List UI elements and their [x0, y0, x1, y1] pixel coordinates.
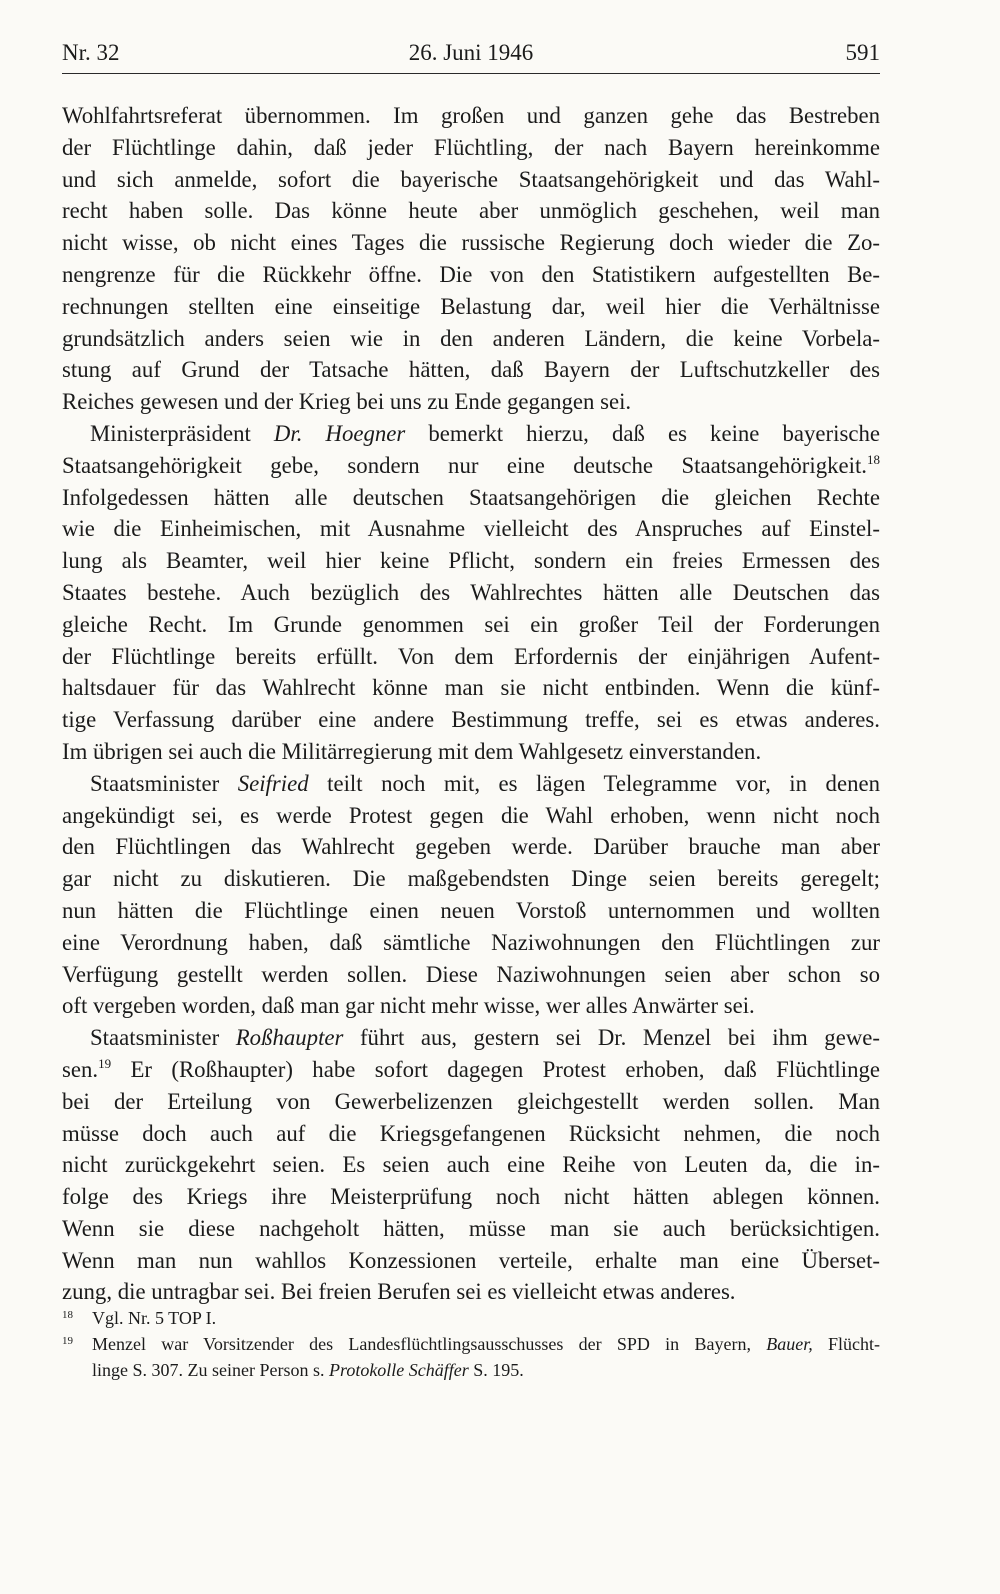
text-line: angekündigt sei, es werde Protest gegen die Wahl erhoben, wenn nicht noch: [62, 802, 880, 828]
text-line: eine Verordnung haben, daß sämtliche Naziwohnungen den Flüchtlingen zur: [62, 929, 880, 955]
text-line: Staatsminister Roßhaupter führt aus, gestern sei Dr. Menzel bei ihm gewe-: [90, 1025, 880, 1051]
running-head: [62, 40, 880, 72]
footnote-19-continued: linge S. 307. Zu seiner Person s. Protokolle Schäffer S. 195.: [92, 1360, 524, 1380]
text-line: und sich anmelde, sofort die bayerische Staatsangehörigkeit und das Wahl-: [62, 166, 880, 192]
text-line: grundsätzlich anders seien wie in den anderen Ländern, die keine Vorbela-: [62, 325, 880, 351]
issue-number: Nr. 32: [62, 40, 120, 65]
text-line: den Flüchtlingen das Wahlrecht gegeben werde. Darüber brauche man aber: [62, 834, 880, 860]
text-line: haltsdauer für das Wahlrecht könne man sie nicht entbinden. Wenn die künf-: [62, 675, 880, 701]
header-date: 26. Juni 1946: [408, 40, 534, 65]
text-line: der Flüchtlinge dahin, daß jeder Flüchtling, der nach Bayern hereinkomme: [62, 134, 880, 160]
footnote-19: 19 Menzel war Vorsitzender des Landesflüchtlingsausschusses der SPD in Bayern, Bauer, Flücht-: [62, 1334, 880, 1354]
footnote-ref: 19: [98, 1055, 112, 1071]
text-line: gleiche Recht. Im Grunde genommen sei ein großer Teil der Forderungen: [62, 611, 880, 637]
text-line: Im übrigen sei auch die Militärregierung mit dem Wahlgesetz einverstanden.: [62, 738, 762, 764]
speaker-name: Seifried: [237, 770, 309, 796]
text-line: nicht wisse, ob nicht eines Tages die russische Regierung doch wieder die Zo-: [62, 230, 880, 256]
speaker-name: Dr. Hoegner: [273, 420, 406, 446]
text-line: müsse doch auch auf die Kriegsgefangenen Rücksicht nehmen, die noch: [62, 1120, 880, 1146]
footnotes: [62, 1305, 880, 1383]
text-line: Staatsangehörigkeit gebe, sondern nur eine deutsche Staatsangehörigkeit.$^{18}$: [62, 451, 880, 478]
text-line: zung, die untragbar sei. Bei freien Berufen sei es vielleicht etwas anderes.: [62, 1279, 736, 1305]
page-number: 591: [845, 40, 880, 65]
text-line: recht haben solle. Das könne heute aber unmöglich geschehen, weil man: [62, 198, 880, 224]
text-line: nengrenze für die Rückkehr öffne. Die von den Statistikern aufgestellten Be-: [62, 261, 880, 287]
text-line: Reiches gewesen und der Krieg bei uns zu Ende gegangen sei.: [62, 389, 632, 415]
body-text: [62, 100, 880, 1308]
text-line: tige Verfassung darüber eine andere Bestimmung treffe, sei es etwas anderes.: [62, 707, 880, 733]
text-line: Staates bestehe. Auch bezüglich des Wahlrechtes hätten alle Deutschen das: [62, 579, 880, 605]
text-line: oft vergeben worden, daß man gar nicht mehr wisse, wer alles Anwärter sei.: [62, 993, 755, 1019]
text-line: bei der Erteilung von Gewerbelizenzen gleichgestellt werden sollen. Man: [62, 1088, 880, 1114]
text-line: gar nicht zu diskutieren. Die maßgebendsten Dinge seien bereits geregelt;: [62, 866, 880, 892]
text-line: stung auf Grund der Tatsache hätten, daß Bayern der Luftschutzkeller des: [62, 357, 880, 383]
text-line: Wenn sie diese nachgeholt hätten, müsse man sie auch berücksichtigen.: [62, 1215, 880, 1241]
text-line: nun hätten die Flüchtlinge einen neuen Vorstoß unternommen und wollten: [62, 897, 880, 923]
text-line: folge des Kriegs ihre Meisterprüfung noch nicht hätten ablegen können.: [62, 1184, 880, 1210]
text-line: sen.$^{19}$ Er (Roßhaupter) habe sofort dagegen Protest erhoben, daß Flüchtlinge: [62, 1055, 880, 1082]
text-line: rechnungen stellten eine einseitige Belastung dar, weil hier die Verhältnisse: [62, 293, 880, 319]
speaker-name: Roßhaupter: [235, 1025, 344, 1051]
text-line: Wenn man nun wahllos Konzessionen verteile, erhalte man eine Überset-: [62, 1247, 880, 1273]
text-line: nicht zurückgekehrt seien. Es seien auch eine Reihe von Leuten da, die in-: [62, 1152, 880, 1178]
text-line: wie die Einheimischen, mit Ausnahme vielleicht des Anspruches auf Einstel-: [62, 516, 880, 542]
header-rule: [62, 73, 880, 74]
text-line: lung als Beamter, weil hier keine Pflicht, sondern ein freies Ermessen des: [62, 548, 880, 574]
text-line: Infolgedessen hätten alle deutschen Staatsangehörigen die gleichen Rechte: [62, 484, 880, 510]
text-line: der Flüchtlinge bereits erfüllt. Von dem Erfordernis der einjährigen Aufent-: [62, 643, 880, 669]
text-line: Wohlfahrtsreferat übernommen. Im großen und ganzen gehe das Bestreben: [62, 103, 880, 128]
text-line: Verfügung gestellt werden sollen. Diese Naziwohnungen seien aber schon so: [62, 961, 880, 987]
footnote-18: 18 Vgl. Nr. 5 TOP I.: [62, 1308, 217, 1328]
footnote-ref: 18: [867, 451, 880, 467]
text-line: Staatsminister Seifried teilt noch mit, es lägen Telegramme vor, in denen: [90, 770, 880, 796]
text-line: Ministerpräsident Dr. Hoegner bemerkt hierzu, daß es keine bayerische: [90, 420, 880, 446]
